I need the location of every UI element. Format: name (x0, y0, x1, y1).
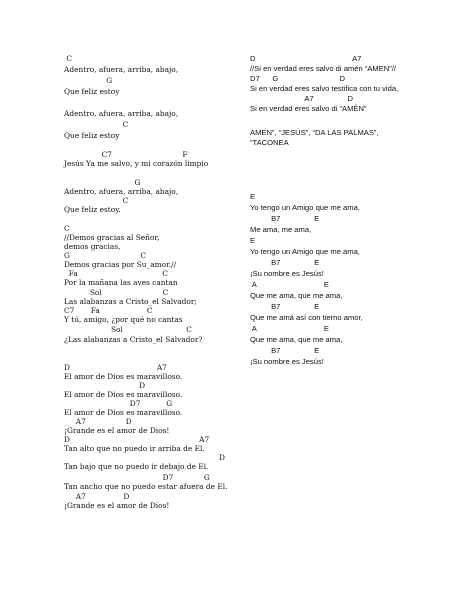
lyric-line: demos gracias, (64, 242, 121, 251)
chord-line: A7 D (64, 417, 132, 426)
chord-line: Sol C (64, 325, 192, 334)
chord-line: Fa C (64, 269, 168, 278)
chord-line: A E (250, 324, 329, 333)
chord-line: E (250, 192, 256, 201)
chord-line: E (250, 236, 256, 245)
lyric-line: El amor de Dios es maravilloso. (64, 390, 183, 399)
chord-line: C (64, 224, 70, 233)
lyric-line: //Demos gracias al Señor, (64, 233, 160, 242)
lyric-line: //Si en verdad eres salvo di amén “AMEN”// (250, 64, 397, 73)
lyric-line: Yo tengo un Amigo que me ama, (250, 247, 360, 256)
chord-line: B7 E (250, 258, 320, 267)
chord-line: B7 E (250, 346, 320, 355)
chord-line: D (64, 453, 225, 462)
chord-line: B7 E (250, 302, 320, 311)
lyric-line: Las alabanzas a Cristo_el Salvador; (64, 297, 197, 306)
lyric-line: Adentro, afuera, arriba, abajo, (64, 109, 179, 118)
lyric-line: Que feliz estoy. (64, 205, 121, 214)
instruction-line: AMEN”, “JESÚS”, “DA LAS PALMAS”, (250, 128, 379, 137)
lyric-line: ¡Su nombre es Jesús! (250, 357, 324, 366)
lyric-line: Que feliz estoy (64, 131, 120, 140)
chord-line: D (64, 381, 146, 390)
chord-line: D A7 (250, 54, 362, 63)
chord-line: B7 E (250, 214, 320, 223)
chord-line: D A7 (64, 435, 210, 444)
chord-line: C7 Fa C (64, 306, 153, 315)
lyric-line: ¿Las alabanzas a Cristo_el Salvador? (64, 335, 203, 344)
chord-line: D7 G D (250, 74, 345, 83)
chord-line: C (64, 120, 129, 129)
lyric-line: Yo tengo un Amigo que me ama, (250, 203, 360, 212)
instruction-line: “TACONEA (250, 138, 289, 147)
lyric-line: Jesús Ya me salvo, y mi corazón limpio (64, 159, 209, 168)
chord-line: A7 D (250, 94, 353, 103)
chord-line: G (64, 178, 141, 187)
lyric-line: Tan alto que no puedo ir arriba de El. (64, 444, 205, 453)
chord-line: C (64, 196, 129, 205)
chord-line: D A7 (64, 363, 167, 372)
lyric-line: Adentro, afuera, arriba, abajo, (64, 187, 179, 196)
lyric-line: El amor de Dios es maravilloso. (64, 372, 183, 381)
lyric-line: Si en verdad eres salvo testifica con tu vida, (250, 84, 399, 93)
lyric-line: Que me amá así con tierno amor, (250, 313, 363, 322)
lyric-line: Tan ancho que no puedo estar afuera de El. (64, 482, 228, 491)
lyric-line: Que me ama, que me ama, (250, 335, 343, 344)
lyric-line: Que feliz estoy (64, 87, 120, 96)
chord-line: C (64, 54, 73, 63)
chord-line: A E (250, 280, 329, 289)
lyric-line: Y tú, amigo, ¿por qué no cantas (64, 315, 183, 324)
lyric-line: Me ama, me ama, (250, 225, 312, 234)
lyric-line: ¡Grande es el amor de Dios! (64, 501, 170, 510)
chord-line: D7 G (64, 399, 173, 408)
lyric-line: Si en verdad eres salvo di “AMÉN” (250, 104, 367, 113)
chord-line: Sol C (64, 288, 169, 297)
chord-line: C7 F (64, 150, 188, 159)
chord-line: A7 D (64, 492, 130, 501)
lyric-line: ¡Grande es el amor de Dios! (64, 426, 170, 435)
lyric-line: Que me ama, que me ama, (250, 291, 343, 300)
lyric-line: Adentro, afuera, arriba, abajo, (64, 65, 179, 74)
lyric-line: ¡Su nombre es Jesús! (250, 269, 324, 278)
lyric-line: Demos gracias por Su_amor.// (64, 260, 177, 269)
chord-line: G (64, 76, 113, 85)
chord-line: D7 G (64, 473, 210, 482)
lyric-line: Por la mañana las aves cantan (64, 278, 178, 287)
lyric-line: Tan bajo que no puedo ir debajo de El. (64, 462, 209, 471)
lyric-line: El amor de Dios es maravilloso. (64, 408, 183, 417)
chord-line: G C (64, 251, 147, 260)
